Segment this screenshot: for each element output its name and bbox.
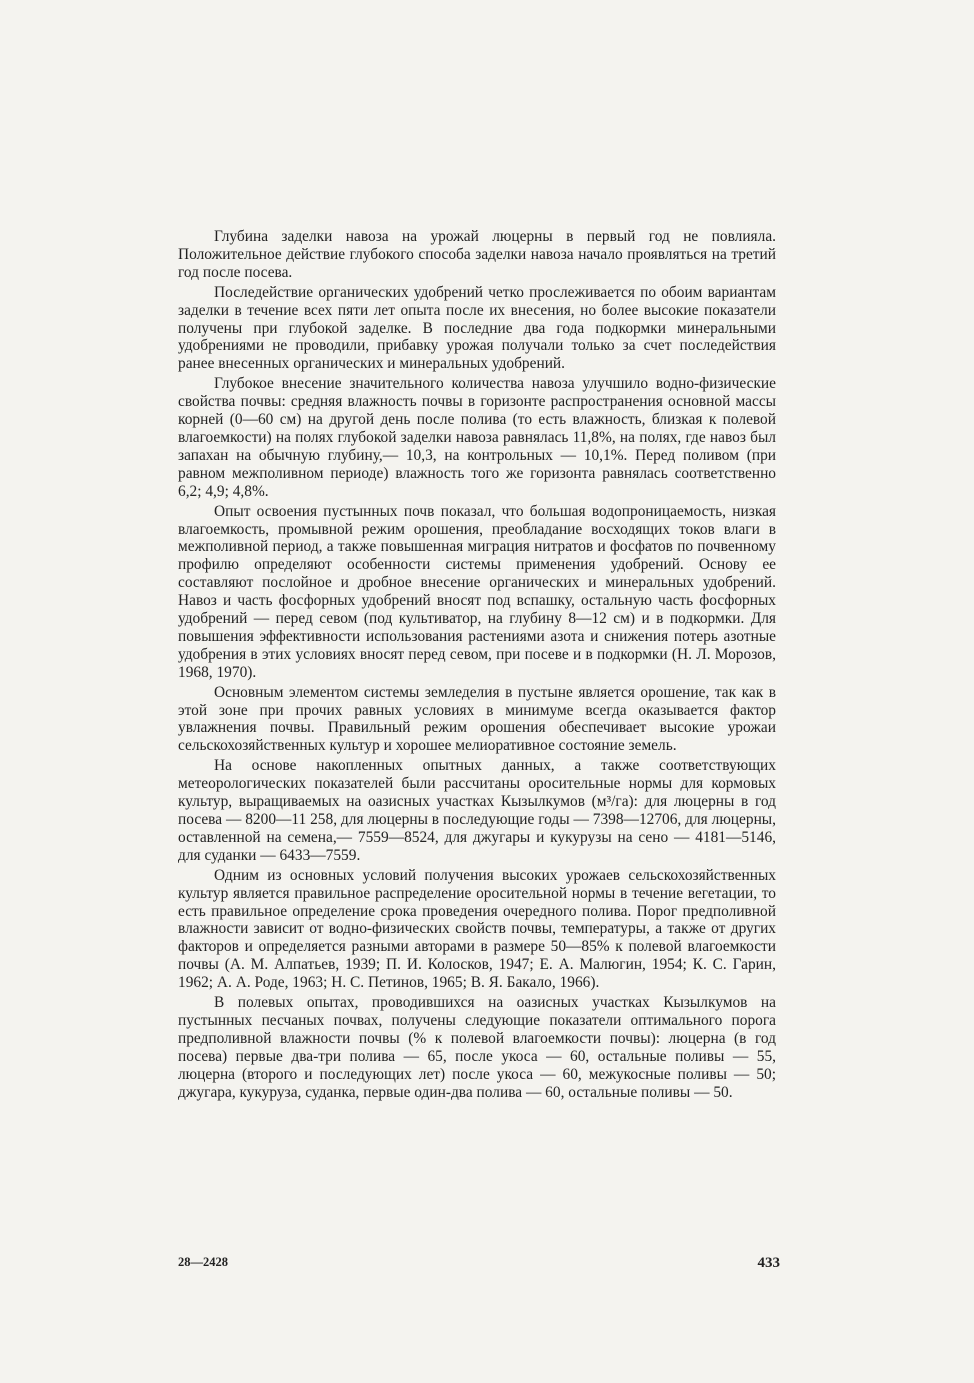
paragraph-4: Опыт освоения пустынных почв показал, что большая водопроницаемость, низкая влагоемкость, промывной режим орошения, преобладание восходящих токов влаги в межполивной период, а также повышенная миграция нитратов и фосфатов по почвенному профилю определяют особенности системы применения удобрений. Основу ее составляют послойное и дробное внесение органических и минеральных удобрений. Навоз и часть фосфорных удобрений вносят под вспашку, остальную часть фосфорных удобрений — перед севом (под культиватор, на глубину 8—12 см) и в подкормки. Для повышения эффективности использования растениями азота и снижения потерь азотные удобрения в этих условиях вносят перед севом, при посеве и в подкормки (Н. Л. Морозов, 1968, 1970).: [178, 502, 776, 681]
paragraph-7: Одним из основных условий получения высоких урожаев сельскохозяйственных культур является правильное распределение оросительной нормы в течение вегетации, то есть правильное определение срока проведения очередного полива. Порог предполивной влажности зависит от водно-физических свойств почвы, температуры, а также от других факторов и определяется разными авторами в размере 50—85% к полевой влагоемкости почвы (А. М. Алпатьев, 1939; П. И. Колосков, 1947; Е. А. Малюгин, 1954; К. С. Гарин, 1962; А. А. Роде, 1963; Н. С. Петинов, 1965; В. Я. Бакало, 1966).: [178, 866, 776, 992]
paragraph-8: В полевых опытах, проводившихся на оазисных участках Кызылкумов на пустынных песчаных почвах, получены следующие показатели оптимального порога предполивной влажности почвы (% к полевой влагоемкости почвы): люцерна (в год посева) первые два-три полива — 65, после укоса — 60, остальные поливы — 55, люцерна (второго и последующих лет) после укоса — 60, межукосные поливы — 50; джугара, кукуруза, суданка, первые один-два полива — 60, остальные поливы — 50.: [178, 994, 776, 1101]
signature-code: 28—2428: [178, 1255, 228, 1269]
paragraph-5: Основным элементом системы земледелия в пустыне является орошение, так как в этой зоне при прочих равных условиях в минимуме всегда оказывается фактор увлажнения почвы. Правильный режим орошения обеспечивает высокие урожаи сельскохозяйственных культур и хорошее мелиоративное состояние земель.: [178, 683, 776, 755]
page-number: 433: [757, 1255, 780, 1271]
body-text: [178, 228, 776, 1104]
paragraph-6: На основе накопленных опытных данных, а также соответствующих метеорологических показателей были рассчитаны оросительные нормы для кормовых культур, выращиваемых на оазисных участках Кызылкумов (м³/га): для люцерны в год посева — 8200—11 258, для люцерны в последующие годы — 7398—12706, для люцерны, оставленной на семена,— 7559—8524, для джугары и кукурузы на сено — 4181—5146, для суданки — 6433—7559.: [178, 757, 776, 864]
paragraph-3: Глубокое внесение значительного количества навоза улучшило водно-физические свойства почвы: средняя влажность почвы в горизонте распространения основной массы корней (0—60 см) на другой день после полива (то есть влажность, близкая к полевой влагоемкости) на полях глубокой заделки навоза равнялась 11,8%, на полях, где навоз был запахан на обычную глубину,— 10,3, на контрольных — 10,1%. Перед поливом (при равном межполивном периоде) влажность того же горизонта равнялась соответственно 6,2; 4,9; 4,8%.: [178, 375, 776, 500]
paragraph-1: Глубина заделки навоза на урожай люцерны в первый год не повлияла. Положительное действие глубокого способа заделки навоза начало проявляться на третий год после посева.: [178, 228, 776, 281]
paragraph-2: Последействие органических удобрений четко прослеживается по обоим вариантам заделки в течение всех пяти лет опыта после их внесения, но более высокие показатели получены при глубокой заделке. В последние два года подкормки минеральными удобрениями не проводили, прибавку урожая получали только за счет последействия ранее внесенных органических и минеральных удобрений.: [178, 283, 776, 373]
